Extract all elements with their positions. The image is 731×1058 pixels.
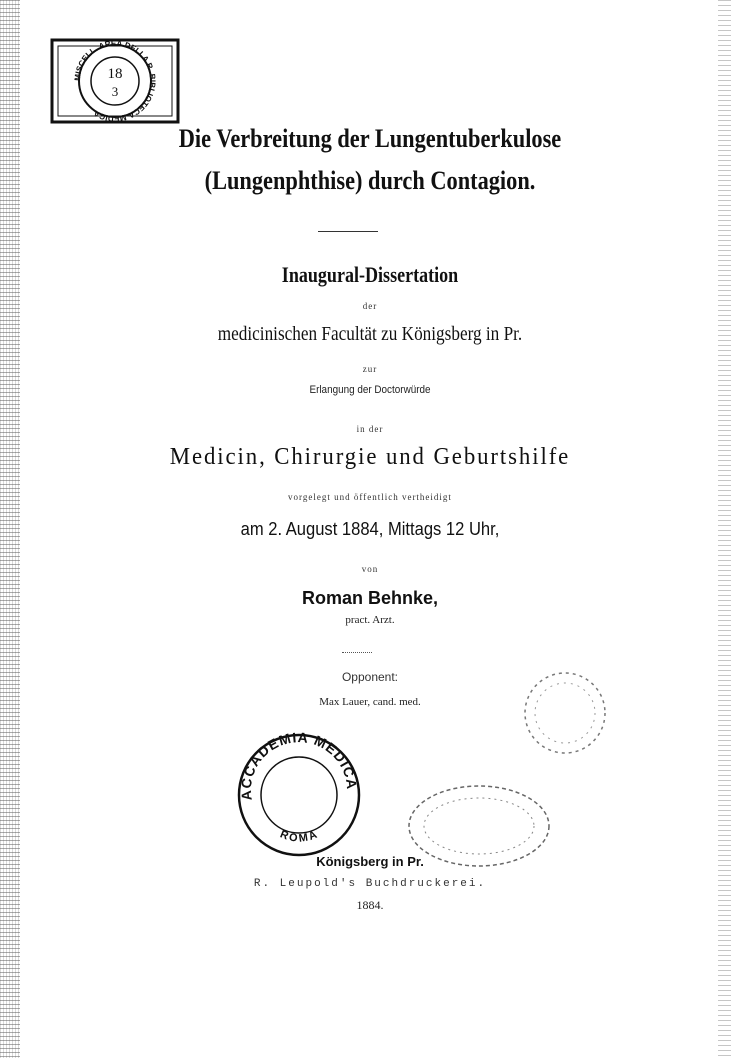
erlangung-text: Erlangung der Doctorwürde [309,384,431,396]
title-divider [318,231,378,232]
library-stamp-subnumber: 3 [111,84,119,99]
scan-left-edge [0,0,20,1058]
subject-text: Medicin, Chirurgie und Geburtshilfe [169,444,571,470]
faculty-text: medicinischen Facultät zu Königsberg in Pr. [217,323,523,345]
publication-city: Königsberg in Pr. [316,854,424,869]
zur-text: zur [362,364,378,374]
faint-stamp [520,668,610,758]
dissertation-heading: Inaugural-Dissertation [281,262,459,287]
printer-name: R. Leupold's Buchdruckerei. [253,878,487,890]
academia-stamp-bottom-text: ROMA [278,827,321,845]
opponent-label: Opponent: [341,670,399,684]
defense-date: am 2. August 1884, Mittags 12 Uhr, [240,519,500,539]
author-title: pract. Arzt. [345,614,395,626]
title-line-1: Die Verbreitung der Lungentuberkulose [178,124,562,153]
svg-text:ROMA [278,828,320,845]
von-text: von [361,564,379,574]
academia-medica-stamp [234,730,364,860]
library-stamp [50,38,180,124]
opponent-name: Max Lauer, cand. med. [319,696,421,708]
vorgelegt-text: vorgelegt und öffentlich vertheidigt [288,492,452,502]
library-stamp-ring-text: MISCELL. AREA DELLA R. BIBLIOTECA MEDICA [72,38,158,124]
svg-text:ACCADEMIA MEDICA [238,730,360,801]
academia-stamp-ring-text: ACCADEMIA MEDICA [237,730,361,802]
title-line-2: (Lungenphthise) durch Contagion. [204,166,536,195]
in-der-text: in der [356,424,384,434]
publication-year: 1884. [356,898,384,912]
der-text: der [362,301,378,311]
library-stamp-number: 18 [107,66,123,82]
author-divider [342,652,372,653]
author-name: Roman Behnke, [301,588,439,608]
